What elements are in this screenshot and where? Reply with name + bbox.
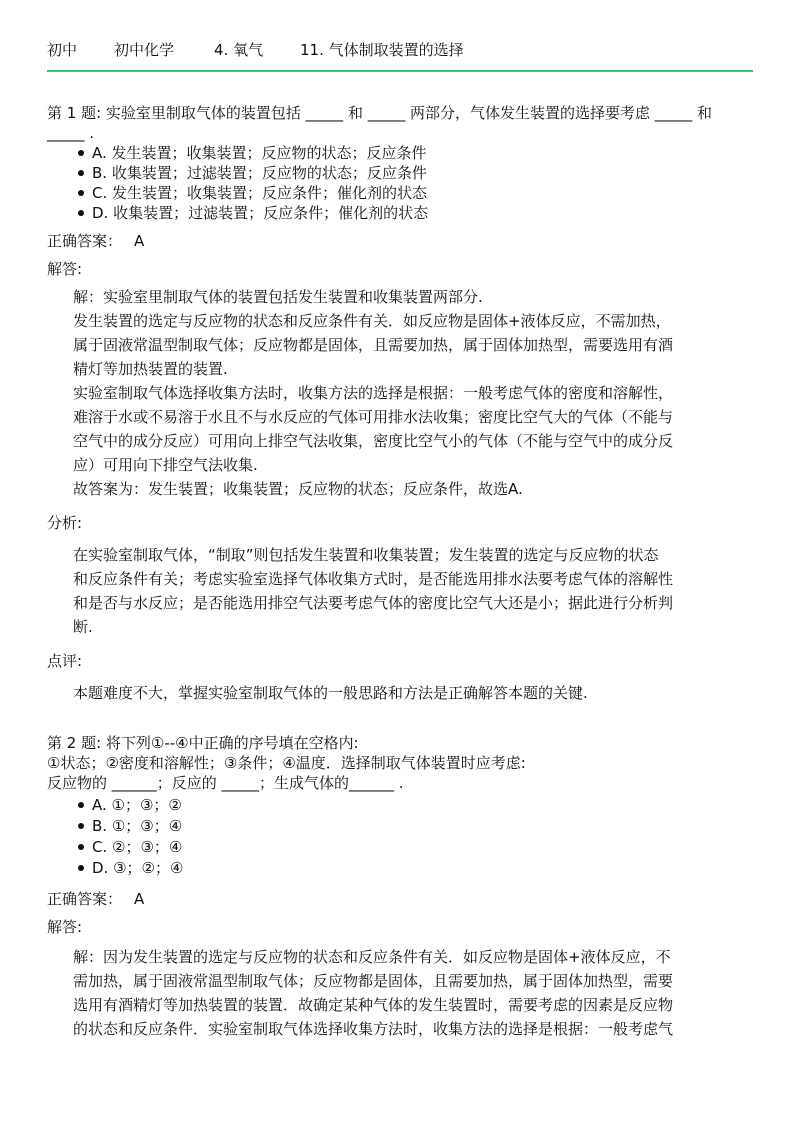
solution-line: 需加热，属于固液常温型制取气体；反应物都是固体，且需要加热，属于固体加热型，需要 bbox=[73, 972, 674, 990]
analysis-line: 断. bbox=[73, 618, 93, 636]
analysis-line: 和反应条件有关；考虑实验室选择气体收集方式时，是否能选用排水法要考虑气体的溶解性 bbox=[73, 570, 674, 588]
solution-body bbox=[47, 945, 753, 1041]
correct-answer bbox=[47, 889, 753, 909]
breadcrumb bbox=[47, 40, 753, 60]
question-1 bbox=[47, 103, 753, 705]
option-d[interactable]: D. 收集装置；过滤装置；反应条件；催化剂的状态 bbox=[47, 203, 753, 223]
option-a[interactable]: A. 发生装置；收集装置；反应物的状态；反应条件 bbox=[47, 143, 753, 163]
solution-line: 空气中的成分反应）可用向上排空气法收集，密度比空气小的气体（不能与空气中的成分反 bbox=[73, 432, 674, 450]
option-b[interactable]: B. 收集装置；过滤装置；反应物的状态；反应条件 bbox=[47, 163, 753, 183]
question-text-line: 反应物的 ______；反应的 _____；生成气体的______ . bbox=[47, 774, 404, 792]
solution-line: 实验室制取气体选择收集方法时，收集方法的选择是根据：一般考虑气体的密度和溶解性， bbox=[73, 384, 674, 402]
header-divider bbox=[47, 70, 753, 72]
correct-answer bbox=[47, 231, 753, 251]
solution-label: 解答: bbox=[47, 260, 83, 278]
solution-line: 选用有酒精灯等加热装置的装置．故确定某种气体的发生装置时，需要考虑的因素是反应物 bbox=[73, 996, 674, 1014]
analysis-body bbox=[47, 543, 753, 639]
solution-label: 解答: bbox=[47, 918, 83, 936]
option-c[interactable]: C. ②；③；④ bbox=[47, 837, 753, 858]
option-c[interactable]: C. 发生装置；收集装置；反应条件；催化剂的状态 bbox=[47, 183, 753, 203]
comment-line: 本题难度不大，掌握实验室制取气体的一般思路和方法是正确解答本题的关键. bbox=[73, 684, 588, 702]
solution-line: 的状态和反应条件．实验室制取气体选择收集方法时，收集方法的选择是根据：一般考虑气 bbox=[73, 1020, 674, 1038]
question-1-text bbox=[47, 103, 753, 143]
question-2-text bbox=[47, 733, 753, 793]
breadcrumb-chapter[interactable]: 4. 氧气 bbox=[214, 41, 264, 59]
question-text-line: ①状态；②密度和溶解性；③条件；④温度．选择制取气体装置时应考虑: bbox=[47, 754, 526, 772]
solution-line: 难溶于水或不易溶于水且不与水反应的气体可用排水法收集；密度比空气大的气体（不能与 bbox=[73, 408, 674, 426]
solution-line: 解：因为发生装置的选定与反应物的状态和反应条件有关．如反应物是固体+液体反应，不 bbox=[73, 948, 671, 966]
breadcrumb-topic[interactable]: 11. 气体制取装置的选择 bbox=[300, 41, 464, 59]
solution-line: 属于固液常温型制取气体；反应物都是固体，且需要加热，属于固体加热型，需要选用有酒 bbox=[73, 336, 674, 354]
breadcrumb-subject[interactable]: 初中化学 bbox=[114, 41, 175, 59]
option-a[interactable]: A. ①；③；② bbox=[47, 795, 753, 816]
option-b[interactable]: B. ①；③；④ bbox=[47, 816, 753, 837]
solution-line: 解：实验室里制取气体的装置包括发生装置和收集装置两部分. bbox=[73, 288, 483, 306]
question-text-line: 第 2 题: 将下列①--④中正确的序号填在空格内: bbox=[47, 734, 359, 752]
option-d[interactable]: D. ③；②；④ bbox=[47, 858, 753, 879]
question-2 bbox=[47, 733, 753, 1041]
comment-body bbox=[47, 681, 753, 705]
correct-answer-label: 正确答案： bbox=[47, 890, 123, 908]
question-text-line: _____ . bbox=[47, 124, 95, 142]
solution-line: 故答案为：发生装置；收集装置；反应物的状态；反应条件，故选A. bbox=[73, 480, 523, 498]
question-1-options bbox=[47, 143, 753, 223]
breadcrumb-level-1[interactable]: 初中 bbox=[47, 41, 78, 59]
correct-answer-value: A bbox=[134, 890, 145, 908]
solution-line: 发生装置的选定与反应物的状态和反应条件有关．如反应物是固体+液体反应，不需加热， bbox=[73, 312, 671, 330]
solution-body bbox=[47, 285, 753, 501]
question-2-options bbox=[47, 795, 753, 879]
analysis-line: 和是否与水反应；是否能选用排空气法要考虑气体的密度比空气大还是小；据此进行分析判 bbox=[73, 594, 674, 612]
question-text-line: 第 1 题: 实验室里制取气体的装置包括 _____ 和 _____ 两部分，气体发生装置的选择要考虑 _____ 和 bbox=[47, 104, 713, 122]
solution-line: 精灯等加热装置的装置. bbox=[73, 360, 228, 378]
solution-line: 应）可用向下排空气法收集. bbox=[73, 456, 258, 474]
correct-answer-value: A bbox=[134, 232, 145, 250]
question-list bbox=[47, 103, 753, 1041]
analysis-line: 在实验室制取气体，“制取”则包括发生装置和收集装置；发生装置的选定与反应物的状态 bbox=[73, 546, 659, 564]
analysis-label: 分析: bbox=[47, 514, 83, 532]
correct-answer-label: 正确答案： bbox=[47, 232, 123, 250]
comment-label: 点评: bbox=[47, 652, 83, 670]
